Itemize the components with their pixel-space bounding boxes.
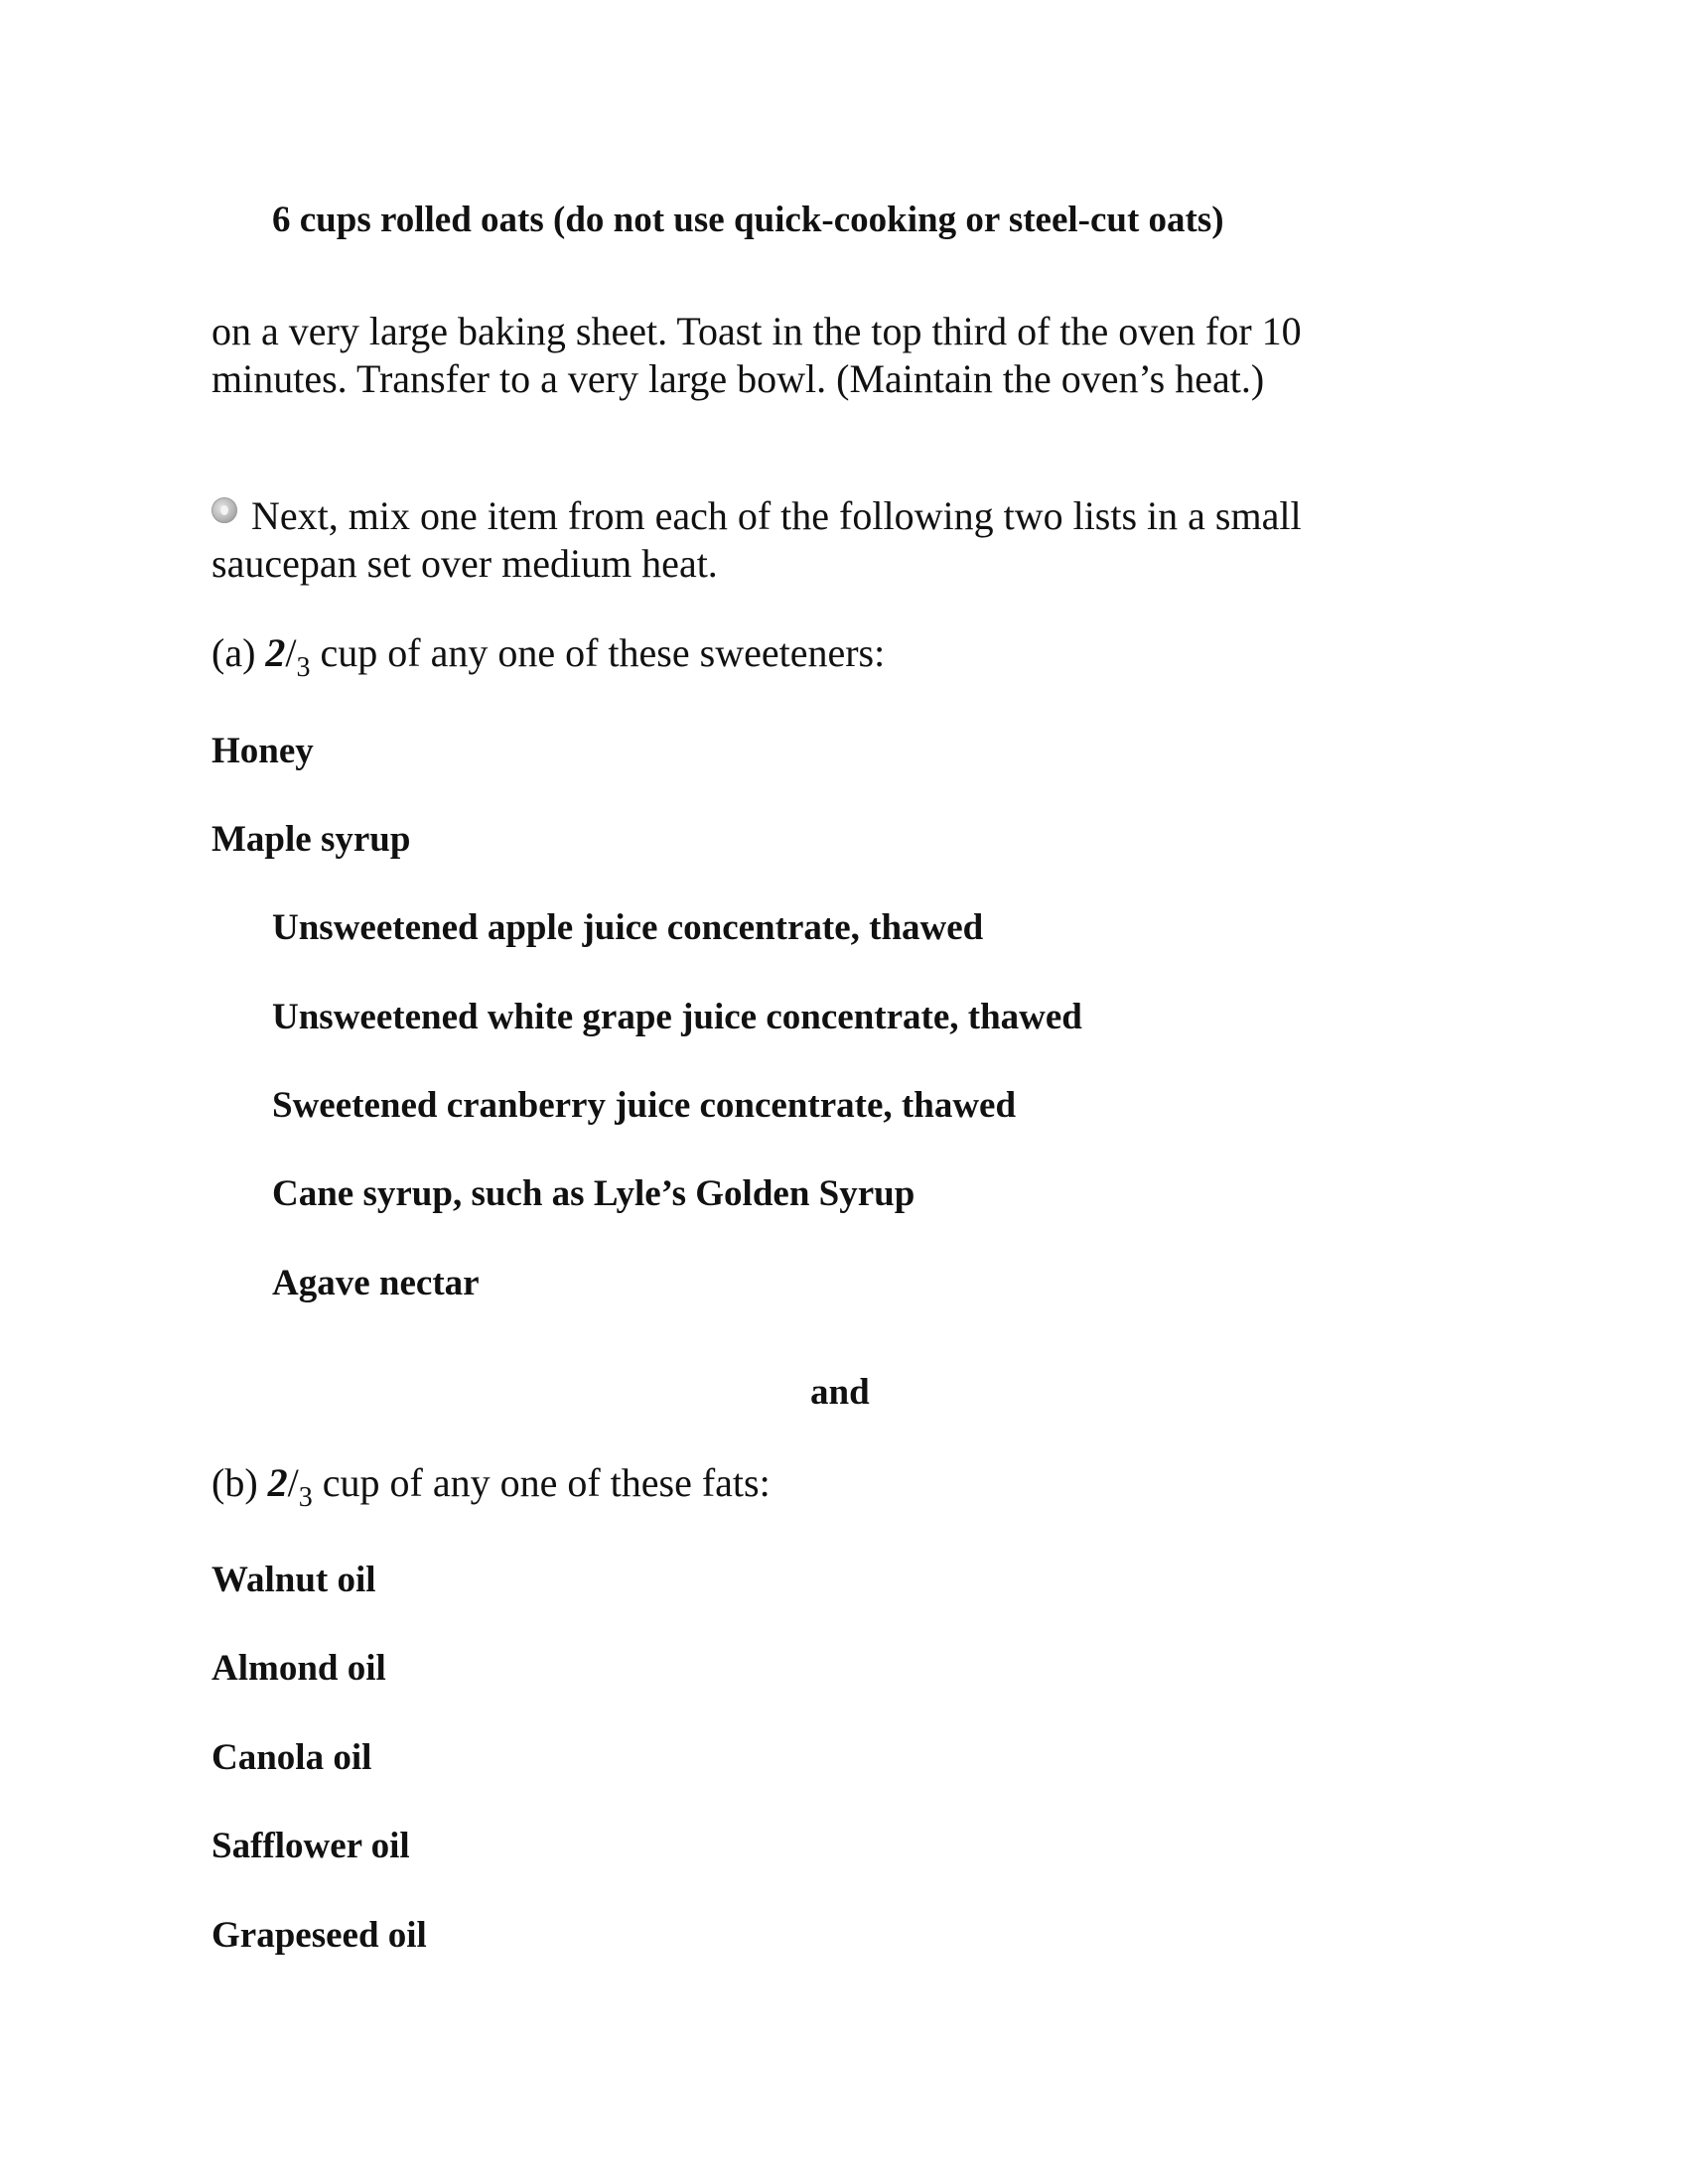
list-a-frac-sep: / (285, 630, 297, 675)
list-a-frac-den: 3 (296, 652, 311, 683)
connector-and: and (810, 1372, 870, 1413)
list-item: Grapeseed oil (211, 1915, 427, 1956)
instruction-line-1: on a very large baking sheet. Toast in the top third of the oven for 10 (211, 309, 1302, 353)
list-item: Almond oil (211, 1648, 386, 1689)
list-a-heading (211, 629, 885, 682)
list-b-frac-sep: / (287, 1460, 299, 1505)
list-item: Unsweetened apple juice concentrate, thawed (272, 907, 984, 948)
list-item: Cane syrup, such as Lyle’s Golden Syrup (272, 1173, 915, 1214)
ingredient-oats: 6 cups rolled oats (do not use quick-cooking or steel-cut oats) (272, 200, 1224, 240)
list-b-frac-num: 2 (267, 1460, 288, 1505)
list-a-frac-num: 2 (265, 630, 286, 675)
step-bullet-icon (211, 497, 237, 523)
list-item: Honey (211, 731, 314, 771)
list-b-frac-den: 3 (298, 1482, 313, 1513)
list-b-prefix: (b) (211, 1460, 268, 1505)
list-item: Sweetened cranberry juice concentrate, thawed (272, 1085, 1017, 1126)
list-item: Safflower oil (211, 1826, 410, 1866)
list-item: Maple syrup (211, 819, 411, 860)
step-text-1: Next, mix one item from each of the following two lists in a small (251, 493, 1302, 538)
list-b-heading (211, 1459, 771, 1512)
list-b-suffix: cup of any one of these fats: (312, 1460, 771, 1505)
list-a-prefix: (a) (211, 630, 266, 675)
list-item: Agave nectar (272, 1263, 480, 1303)
list-item: Canola oil (211, 1737, 372, 1778)
list-item: Unsweetened white grape juice concentrate, thawed (272, 997, 1082, 1037)
list-a-suffix: cup of any one of these sweeteners: (310, 630, 886, 675)
instruction-line-2: minutes. Transfer to a very large bowl. (Maintain the oven’s heat.) (211, 356, 1265, 401)
list-item: Walnut oil (211, 1560, 376, 1600)
step-line-1 (211, 492, 1302, 540)
step-line-2: saucepan set over medium heat. (211, 541, 718, 586)
